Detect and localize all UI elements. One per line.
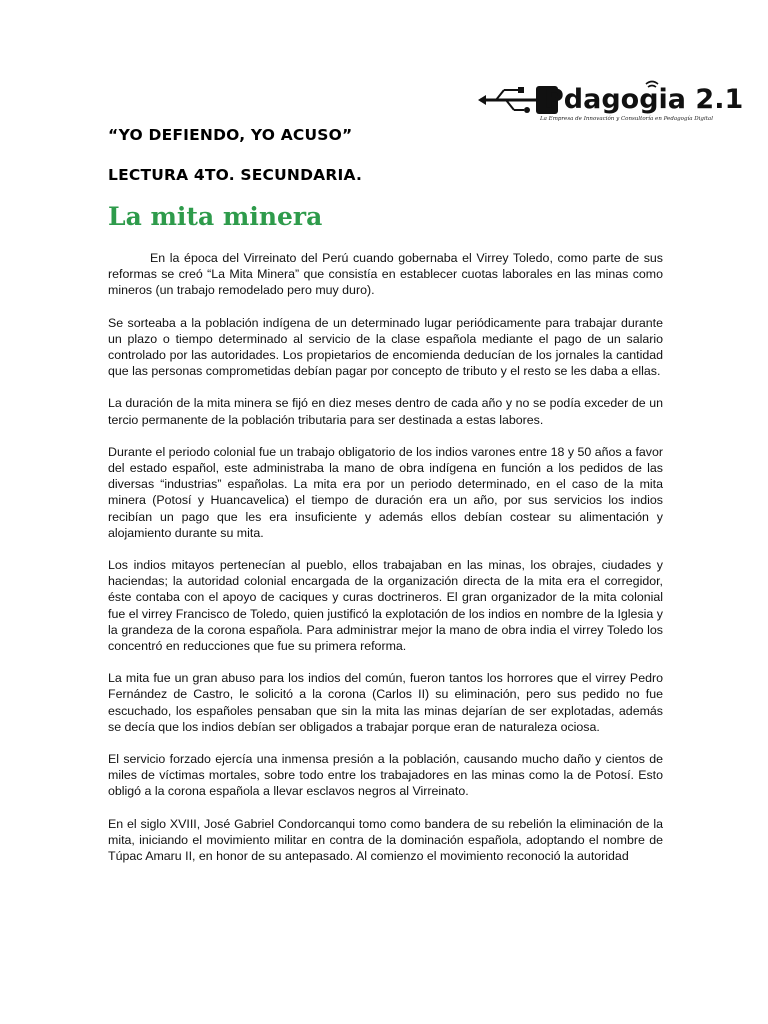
logo-tagline: La Empresa de Innovación y Consultoría en Pedagogía Digital [540, 116, 713, 122]
logo-wordmark: Pdagogia 2.1 [544, 84, 744, 115]
paragraph: La mita fue un gran abuso para los indios del común, fueron tantos los horrores que el virrey Pedro Fernández de Castro, le solicitó a la corona (Carlos II) su eliminación, pero sus pedido no fue escuchado, los españoles pensaban que sin la mita las minas dejarían de ser explotadas, además se decía que los indios debían ser obligados a trabajar porque eran de naturaleza ociosa. [108, 671, 663, 734]
paragraph: La duración de la mita minera se fijó en diez meses dentro de cada año y no se podía exceder de un tercio permanente de la población tributaria para ser destinada a estas labores. [108, 396, 663, 427]
reading-heading: “YO DEFIENDO, YO ACUSO” [108, 126, 353, 144]
paragraph: Durante el periodo colonial fue un trabajo obligatorio de los indios varones entre 18 y 50 años a favor del estado español, este administraba la mano de obra indígena en función a los pedidos de las diversas “industrias” españolas. La mita era por un periodo determinado, en el caso de la mita minera (Potosí y Huancavelica) el tiempo de duración era un año, por sus servicios los indios recibían un pago que les era insuficiente y además ellos debían costear su alimentación y alojamiento durante su mita. [108, 444, 663, 540]
document-title: La mita minera [108, 202, 323, 231]
pdagogia-logo [478, 78, 744, 130]
paragraph: El servicio forzado ejercía una inmensa presión a la población, causando mucho daño y cientos de miles de víctimas mortales, sobre todo entre los trabajadores en las minas como la de Potosí. Esto obligó a la corona española a llevar esclavos negros al Virreinato. [108, 752, 663, 799]
paragraph: En la época del Virreinato del Perú cuando gobernaba el Virrey Toledo, como parte de sus reformas se creó “La Mita Minera” que consistía en establecer cuotas laborales en las minas como mineros (un trabajo remodelado pero muy duro). [108, 251, 663, 298]
paragraph: Los indios mitayos pertenecían al pueblo, ellos trabajaban en las minas, los obrajes, ciudades y haciendas; la autoridad colonial encargada de la organización directa de la mita era el corregidor, éste contaba con el apoyo de caciques y curas doctrineros. El gran organizador de la mita colonial fue el virrey Francisco de Toledo, quien justificó la explotación de los indios en nombre de la Iglesia y la grandeza de la corona española. Para administrar mejor la mano de obra india el virrey Toledo los concentró en reducciones que fue su primera reforma. [108, 558, 663, 654]
document-body [108, 250, 663, 880]
paragraph: En el siglo XVIII, José Gabriel Condorcanqui tomo como bandera de su rebelión la eliminación de la mita, iniciando el movimiento militar en contra de la dominación española, adoptando el nombre de Túpac Amaru II, en honor de su antepasado. Al comienzo el movimiento reconoció la autoridad [108, 816, 663, 864]
paragraph: Se sorteaba a la población indígena de un determinado lugar periódicamente para trabajar durante un plazo o tiempo determinado al servicio de la clase española mediante el pago de un salario controlado por las autoridades. Los propietarios de encomienda deducían de los jornales la cantidad que las personas comprometidas debían pagar por concepto de tributo y el resto se les daba a ellas. [108, 315, 663, 379]
reading-subheading: LECTURA 4TO. SECUNDARIA. [108, 166, 363, 184]
